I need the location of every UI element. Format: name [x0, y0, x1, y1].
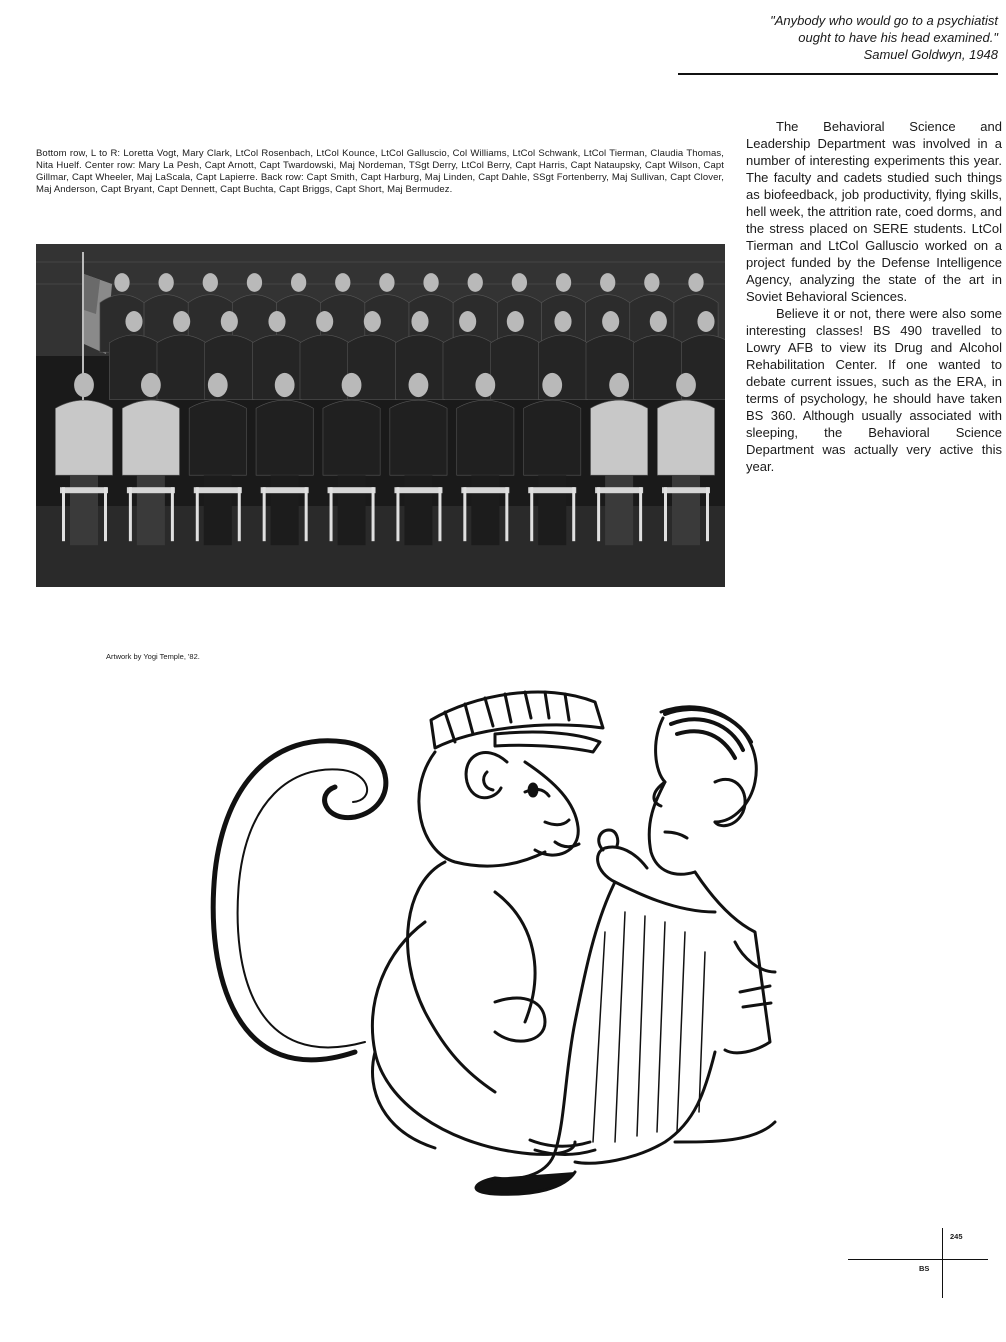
photo-person-body — [300, 335, 349, 400]
page-number: 245 — [950, 1232, 963, 1241]
photo-person-head — [468, 273, 483, 292]
photo-person-head — [291, 273, 306, 292]
photo-chair-leg — [104, 487, 107, 541]
photo-person-head — [542, 373, 562, 397]
monkey-and-cadet-cartoon — [195, 672, 785, 1200]
photo-chair-leg — [530, 487, 533, 541]
photo-chair-leg — [238, 487, 241, 541]
photo-chair-leg — [463, 487, 466, 541]
photo-chair — [194, 487, 242, 493]
quote-attribution: Samuel Goldwyn, 1948 — [863, 47, 998, 62]
photo-person-head — [676, 373, 696, 397]
photo-person-head — [600, 273, 615, 292]
photo-person-body — [323, 400, 380, 475]
photo-person-head — [335, 273, 350, 292]
photo-person-head — [697, 311, 714, 332]
photo-person-body — [491, 335, 540, 400]
photo-chair-leg — [396, 487, 399, 541]
photo-person-legs — [70, 475, 98, 545]
photo-chair-leg — [171, 487, 174, 541]
photo-person-head — [507, 311, 524, 332]
photo-person-head — [409, 373, 429, 397]
photo-person-legs — [204, 475, 232, 545]
photo-person-head — [159, 273, 174, 292]
photo-chair — [60, 487, 108, 493]
photo-person-head — [556, 273, 571, 292]
quote-line-1: "Anybody who would go to a psychiatist — [770, 13, 998, 28]
photo-caption: Bottom row, L to R: Loretta Vogt, Mary Clark, LtCol Rosenbach, LtCol Kounce, LtCol Galluscio, Col Williams, LtCol Schwank, LtCol Tierman, Claudia Thomas, Nita Huelf. Center row: Mary La Pesh, Capt Arnott, Capt Twardowski, Maj Nordeman, TSgt Derry, LtCol Berry, Capt Harris, Capt Nataupsky, Capt Wilson, Capt Gillmar, Capt Wheeler, Maj LaScala, Capt Lapierre. Back row: Capt Smith, Capt Harburg, Maj Linden, Capt Dahle, SSgt Fortenberry, Maj Sullivan, Capt Clover, Maj Anderson, Capt Bryant, Capt Dennett, Capt Buchta, Capt Briggs, Capt Short, Maj Bermudez. — [36, 148, 724, 195]
group-photo-image — [36, 244, 725, 587]
photo-chair-leg — [505, 487, 508, 541]
photo-chair-leg — [572, 487, 575, 541]
photo-person-head — [475, 373, 495, 397]
photo-person-head — [688, 273, 703, 292]
photo-chair — [127, 487, 175, 493]
photo-chair-leg — [597, 487, 600, 541]
photo-chair-leg — [438, 487, 441, 541]
photo-person-head — [602, 311, 619, 332]
article-body — [746, 118, 1002, 475]
photo-person-head — [268, 311, 285, 332]
photo-person-head — [644, 273, 659, 292]
photo-person-head — [208, 373, 228, 397]
photo-person-head — [411, 311, 428, 332]
photo-person-legs — [471, 475, 499, 545]
photo-person-head — [459, 311, 476, 332]
photo-chair — [261, 487, 309, 493]
photo-person-head — [512, 273, 527, 292]
photo-person-body — [122, 400, 179, 475]
photo-person-legs — [672, 475, 700, 545]
photo-person-legs — [271, 475, 299, 545]
photo-person-head — [650, 311, 667, 332]
photo-chair-leg — [706, 487, 709, 541]
photo-chair — [394, 487, 442, 493]
photo-person-head — [379, 273, 394, 292]
photo-chair-leg — [639, 487, 642, 541]
photo-chair-leg — [129, 487, 132, 541]
photo-person-head — [247, 273, 262, 292]
photo-person-body — [457, 400, 514, 475]
photo-chair-leg — [305, 487, 308, 541]
photo-chair-leg — [263, 487, 266, 541]
photo-person-legs — [605, 475, 633, 545]
photo-chair — [328, 487, 376, 493]
photo-person-legs — [404, 475, 432, 545]
photo-person-head — [125, 311, 142, 332]
photo-person-head — [316, 311, 333, 332]
photo-person-legs — [137, 475, 165, 545]
photo-person-head — [203, 273, 218, 292]
article-paragraph-1: The Behavioral Science and Leadership Department was involved in a number of interesting experiments this year. The faculty and cadets studied such things as biofeedback, job productivity, flying skills, hell week, the attrition rate, coed dorms, and the stress placed on SERE students. LtCol Tierman and LtCol Galluscio worked on a project funded by the Defense Intelligence Agency, analyzing the state of the art in Soviet Behavioral Sciences. — [746, 119, 1002, 304]
photo-chair-leg — [330, 487, 333, 541]
photo-chair — [461, 487, 509, 493]
photo-person-head — [554, 311, 571, 332]
photo-person-head — [609, 373, 629, 397]
photo-person-head — [74, 373, 94, 397]
photo-person-head — [275, 373, 295, 397]
photo-chair — [528, 487, 576, 493]
article-paragraph-2: Believe it or not, there were also some interesting classes! BS 490 travelled to Lowry AFB to view its Drug and Alcohol Rehabilitation Center. If one wanted to debate current issues, such as the ERA, in terms of psychology, he should have taken BS 360. Although usually associated with sleeping, the Behavioral Science Department was actually very active this year. — [746, 306, 1002, 474]
photo-person-head — [342, 373, 362, 397]
photo-person-body — [256, 400, 313, 475]
photo-person-head — [423, 273, 438, 292]
cartoon-drawing — [195, 672, 785, 1200]
photo-chair-leg — [196, 487, 199, 541]
photo-chair-leg — [62, 487, 65, 541]
photo-person-head — [221, 311, 238, 332]
photo-person-body — [591, 400, 648, 475]
department-group-photo — [36, 244, 725, 587]
photo-person-body — [524, 400, 581, 475]
photo-person-legs — [338, 475, 366, 545]
photo-person-body — [157, 335, 206, 400]
folio-rule-horizontal — [848, 1259, 988, 1260]
photo-person-body — [55, 400, 112, 475]
photo-chair-leg — [372, 487, 375, 541]
photo-chair — [595, 487, 643, 493]
photo-person-head — [141, 373, 161, 397]
photo-person-body — [657, 400, 714, 475]
photo-person-head — [364, 311, 381, 332]
photo-person-head — [114, 273, 129, 292]
section-code: BS — [919, 1264, 930, 1273]
artwork-credit: Artwork by Yogi Temple, '82. — [106, 652, 200, 661]
photo-chair — [662, 487, 710, 493]
folio-rule-vertical — [942, 1228, 943, 1298]
photo-person-body — [634, 335, 683, 400]
photo-person-body — [390, 400, 447, 475]
photo-chair-leg — [664, 487, 667, 541]
photo-person-body — [189, 400, 246, 475]
quote-line-2: ought to have his head examined." — [798, 30, 998, 45]
page-quote — [678, 12, 998, 75]
photo-person-legs — [538, 475, 566, 545]
photo-person-head — [173, 311, 190, 332]
